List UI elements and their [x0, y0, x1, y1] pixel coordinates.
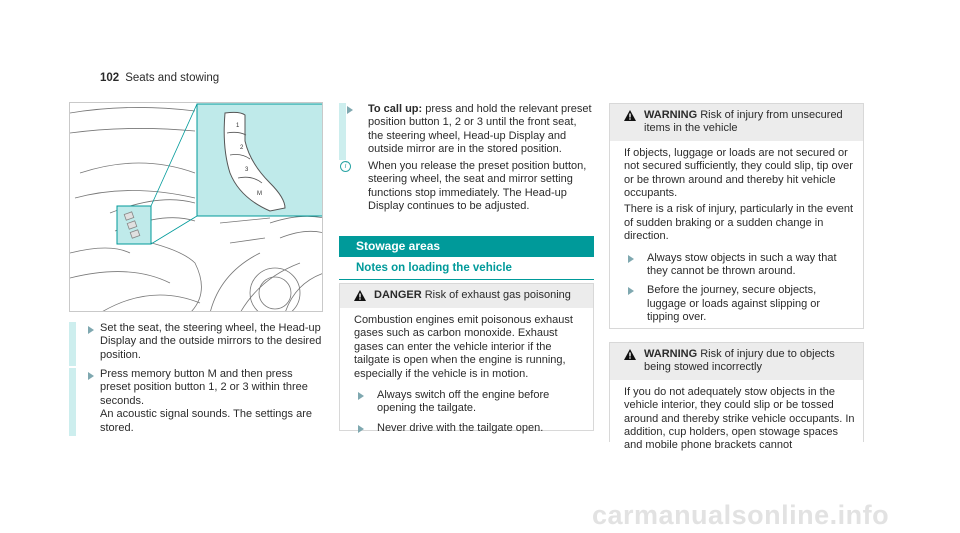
step-arrow-icon: [358, 392, 364, 400]
step-press-memory: [69, 368, 325, 436]
recall-body: press and hold the relevant preset position button 1, 2 or 3 until the front seat, the steering wheel, Head-up Display and outside mirror are in the stored position.: [368, 103, 592, 156]
recall-text: [368, 103, 594, 157]
page-number: 102: [100, 72, 120, 84]
warning-body-2: There is a risk of injury, particularly in the event of sudden braking or a sudden change in direction.: [624, 203, 854, 243]
warning-triangle-icon: [624, 349, 636, 360]
warning-step-1: Always stow objects in such a way that they cannot be thrown around.: [647, 251, 837, 278]
warning-label: WARNING: [644, 109, 698, 121]
info-icon: i: [340, 161, 351, 172]
section-banner: Stowage areas: [339, 236, 594, 257]
danger-heading: Risk of exhaust gas poisoning: [424, 289, 571, 301]
step-note: An acoustic signal sounds. The settings are stored.: [100, 408, 312, 434]
step-arrow-icon: [347, 106, 353, 114]
memory-button-2: 2: [240, 145, 244, 151]
section-title: Seats and stowing: [125, 72, 220, 84]
step-arrow-icon: [88, 326, 94, 334]
danger-step-1: Always switch off the engine before opening the tailgate.: [377, 389, 550, 415]
memory-function-illustration: [69, 102, 323, 312]
step-arrow-icon: [88, 372, 94, 380]
warning-heading: Risk of injury due to objects being stowed incorrectly: [644, 348, 835, 374]
memory-button-m: M: [257, 191, 262, 197]
memory-button-1: 1: [236, 123, 240, 129]
recall-info: When you release the preset position button, steering wheel, the seat and mirror setting functions stop immediately. The Head-up Display continues to be adjusted.: [368, 160, 587, 213]
warning-label: WARNING: [644, 348, 698, 360]
watermark: carmanualsonline.info: [592, 500, 890, 530]
danger-step-2: Never drive with the tailgate open.: [377, 421, 544, 434]
warning-triangle-icon: [354, 290, 366, 301]
step-arrow-icon: [628, 287, 634, 295]
memory-button-3: 3: [245, 167, 249, 173]
danger-body: Combustion engines emit poisonous exhaust gases such as carbon monoxide. Exhaust gases can enter the vehicle interior if the tailgate is open when the engine is running, especially if the vehicle is in motion.: [354, 314, 573, 380]
warning-body: If you do not adequately stow objects in the vehicle interior, they could slip or be tossed around and thereby strike vehicle occupants. In addition, cup holders, open stowage spaces and mobile phone brackets cannot: [624, 385, 855, 452]
step-set-positions: [69, 322, 325, 366]
step-arrow-icon: [628, 255, 634, 263]
warning-box-unsecured: [609, 103, 864, 329]
danger-box: [339, 283, 594, 434]
warning-box-stowed: [609, 342, 864, 452]
warning-body-1: If objects, luggage or loads are not secured or not secured sufficiently, they could slip, tip over or be thrown around and thereby hit vehicle occupants.: [624, 146, 853, 200]
page-header: [100, 72, 219, 85]
step-call-up: [339, 103, 594, 217]
step-text: Set the seat, the steering wheel, the Head-up Display and the outside mirrors to the desired position.: [100, 322, 322, 361]
step-arrow-icon: [358, 425, 364, 433]
danger-label: DANGER: [374, 289, 422, 301]
warning-triangle-icon: [624, 110, 636, 121]
door-panel-drawing: [70, 103, 323, 312]
step-text: Press memory button M and then press preset position button 1, 2 or 3 within three seconds.: [100, 368, 308, 407]
warning-step-2: Before the journey, secure objects, luggage or loads against slipping or tipping over.: [647, 284, 821, 324]
recall-label: To call up:: [368, 103, 423, 115]
sub-heading: Notes on loading the vehicle: [339, 262, 594, 280]
warning-heading: Risk of injury from unsecured items in the vehicle: [644, 109, 843, 135]
